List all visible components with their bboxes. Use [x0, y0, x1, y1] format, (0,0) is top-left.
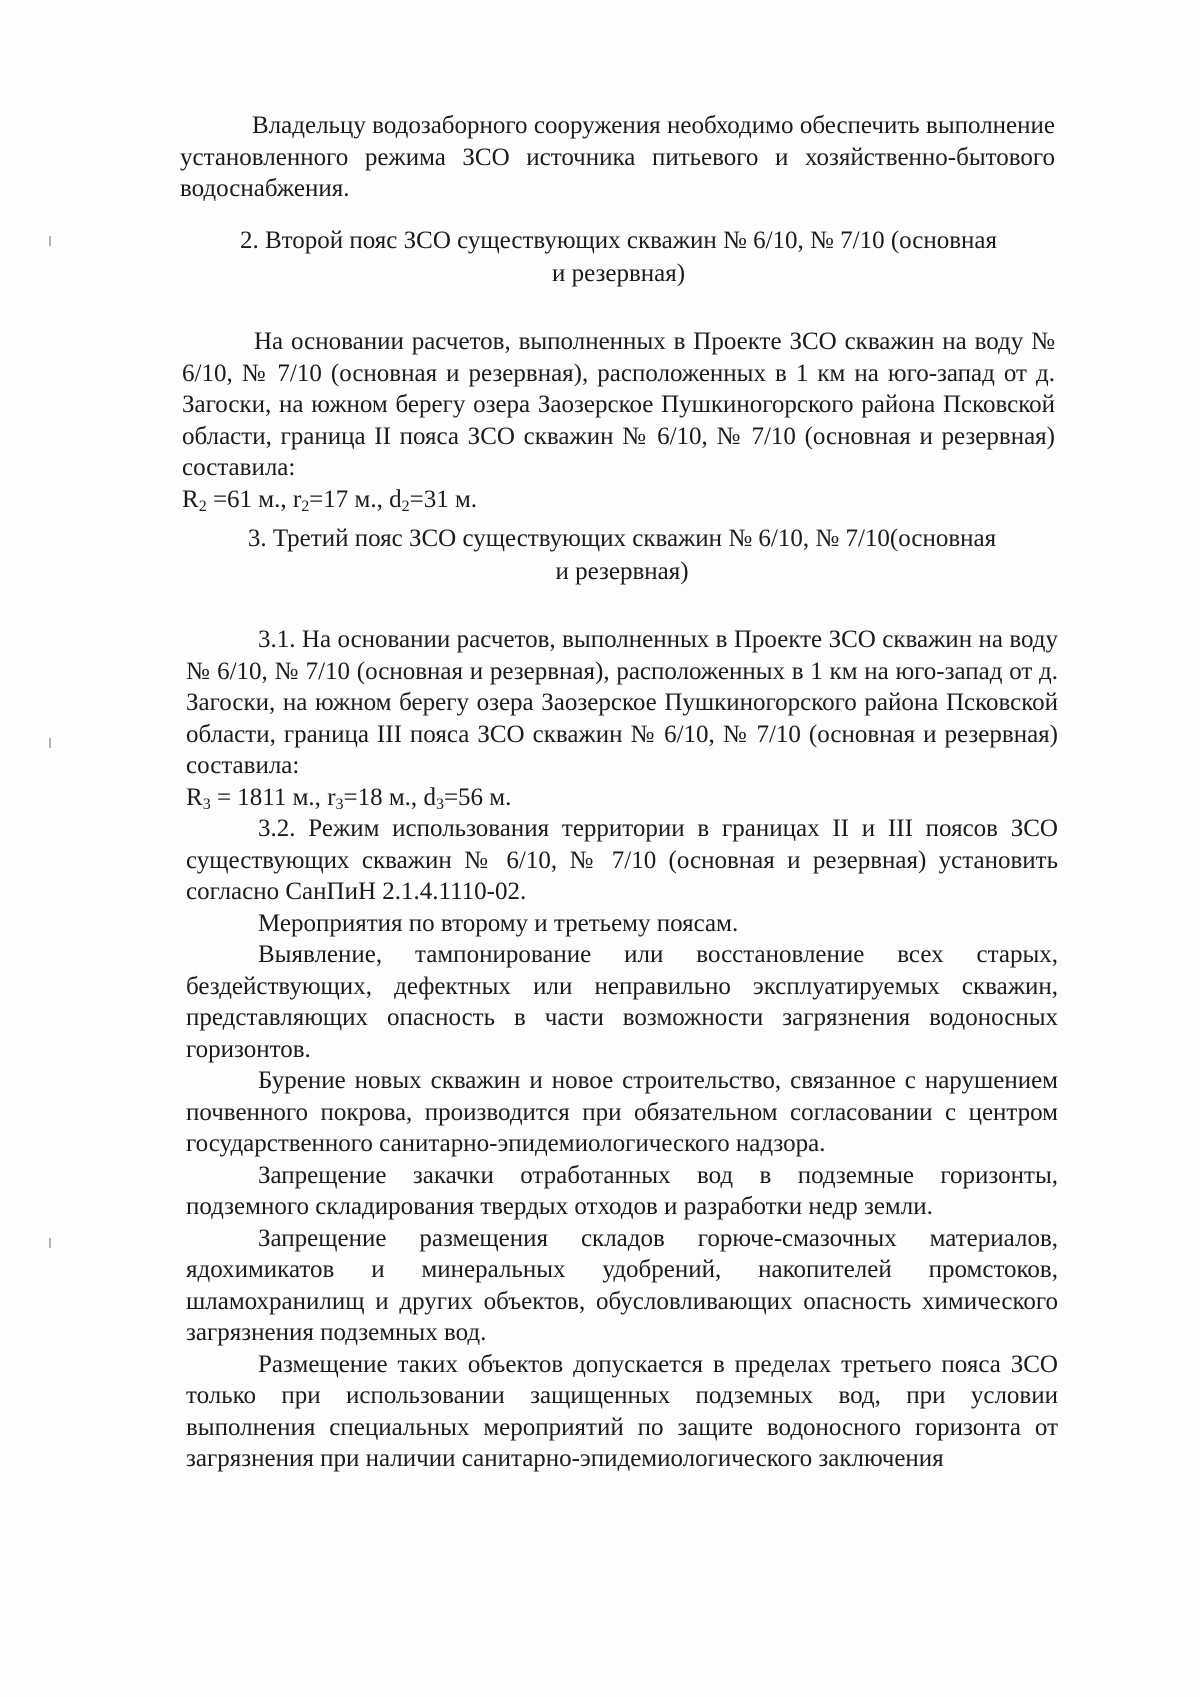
formula-r-symbol: r	[327, 783, 336, 811]
section-3	[186, 522, 1058, 1475]
section-3-1-paragraph: 3.1. На основании расчетов, выполненных в Проекте ЗСО скважин на воду № 6/10, № 7/10 (основная и резервная), расположенных в 1 км на юго-запад от д. Загоски, на южном берегу озера Заозерское Пушкиногорского района Псковской области, граница III пояса ЗСО скважин № 6/10, № 7/10 (основная и резервная) составила:	[186, 626, 1058, 779]
section-2-heading-line1: 2. Второй пояс ЗСО существующих скважин № 6/10, № 7/10 (основная	[239, 227, 998, 254]
formula-d-symbol: d	[389, 485, 402, 513]
section-2	[182, 224, 1055, 515]
section-3-heading-line2: и резервная)	[555, 558, 689, 585]
formula-R-subscript: 3	[202, 795, 211, 813]
formula-r-value: =17 м.,	[309, 485, 390, 513]
section-3-heading-line1: 3. Третий пояс ЗСО существующих скважин № 6/10, № 7/10(основная	[247, 525, 997, 552]
formula-d-value: =56 м.	[443, 783, 512, 811]
section-2-paragraph: На основании расчетов, выполненных в Проекте ЗСО скважин на воду № 6/10, № 7/10 (основная и резервная), расположенных в 1 км на юго-запад от д. Загоски, на южном берегу озера Заозерское Пушкиногорского района Псковской области, граница II пояса ЗСО скважин № 6/10, № 7/10 (основная и резервная) составила:	[182, 328, 1055, 481]
formula-R-value: = 1811 м.,	[210, 783, 328, 811]
formula-r-symbol: r	[292, 485, 302, 513]
measure-paragraph-3: Запрещение закачки отработанных вод в подземные горизонты, подземного складирования твердых отходов и разработки недр земли.	[186, 1161, 1058, 1220]
measures-title: Мероприятия по второму и третьему поясам.	[258, 909, 739, 937]
section-3-formula	[186, 782, 1058, 814]
measure-paragraph-2: Бурение новых скважин и новое строительство, связанное с нарушением почвенного покрова, производится при обязательном согласовании с центром государственного санитарно-эпидемиологического надзора.	[186, 1067, 1058, 1157]
formula-d-symbol: d	[423, 783, 436, 811]
measure-paragraph-4: Запрещение размещения складов горюче-смазочных материалов, ядохимикатов и минеральных удобрений, накопителей промстоков, шламохранилищ и других объектов, обусловливающих опасность химического загрязнения подземных вод.	[186, 1224, 1058, 1346]
intro-block	[180, 110, 1055, 205]
formula-R-symbol: R	[182, 485, 199, 513]
section-2-formula	[182, 484, 1055, 516]
scan-mark	[49, 236, 51, 246]
section-3-2-paragraph: 3.2. Режим использования территории в границах II и III поясов ЗСО существующих скважин № 6/10, № 7/10 (основная и резервная) установить согласно СанПиН 2.1.4.1110-02.	[186, 815, 1058, 905]
intro-paragraph: Владельцу водозаборного сооружения необходимо обеспечить выполнение установленного режима ЗСО источника питьевого и хозяйственно-бытового водоснабжения.	[180, 112, 1055, 202]
formula-d-subscript: 3	[435, 795, 444, 813]
formula-r-value: =18 м.,	[343, 783, 424, 811]
formula-d-subscript: 2	[401, 497, 410, 515]
formula-r-subscript: 3	[335, 795, 344, 813]
formula-d-value: =31 м.	[409, 485, 478, 513]
measure-paragraph-5: Размещение таких объектов допускается в пределах третьего пояса ЗСО только при использовании защищенных подземных вод, при условии выполнения специальных мероприятий по защите водоносного горизонта от загрязнения при наличии санитарно-эпидемиологического заключения	[186, 1350, 1058, 1472]
scan-mark	[49, 738, 51, 748]
scan-mark	[49, 1238, 51, 1248]
formula-R-symbol: R	[186, 783, 203, 811]
formula-r-subscript: 2	[301, 497, 310, 515]
formula-R-subscript: 2	[198, 497, 207, 515]
measure-paragraph-1: Выявление, тампонирование или восстановление всех старых, бездействующих, дефектных или неправильно эксплуатируемых скважин, представляющих опасность в части возможности загрязнения водоносных горизонтов.	[186, 941, 1058, 1063]
section-2-heading-line2: и резервная)	[551, 260, 686, 287]
formula-R-value: =61 м.,	[206, 485, 293, 513]
